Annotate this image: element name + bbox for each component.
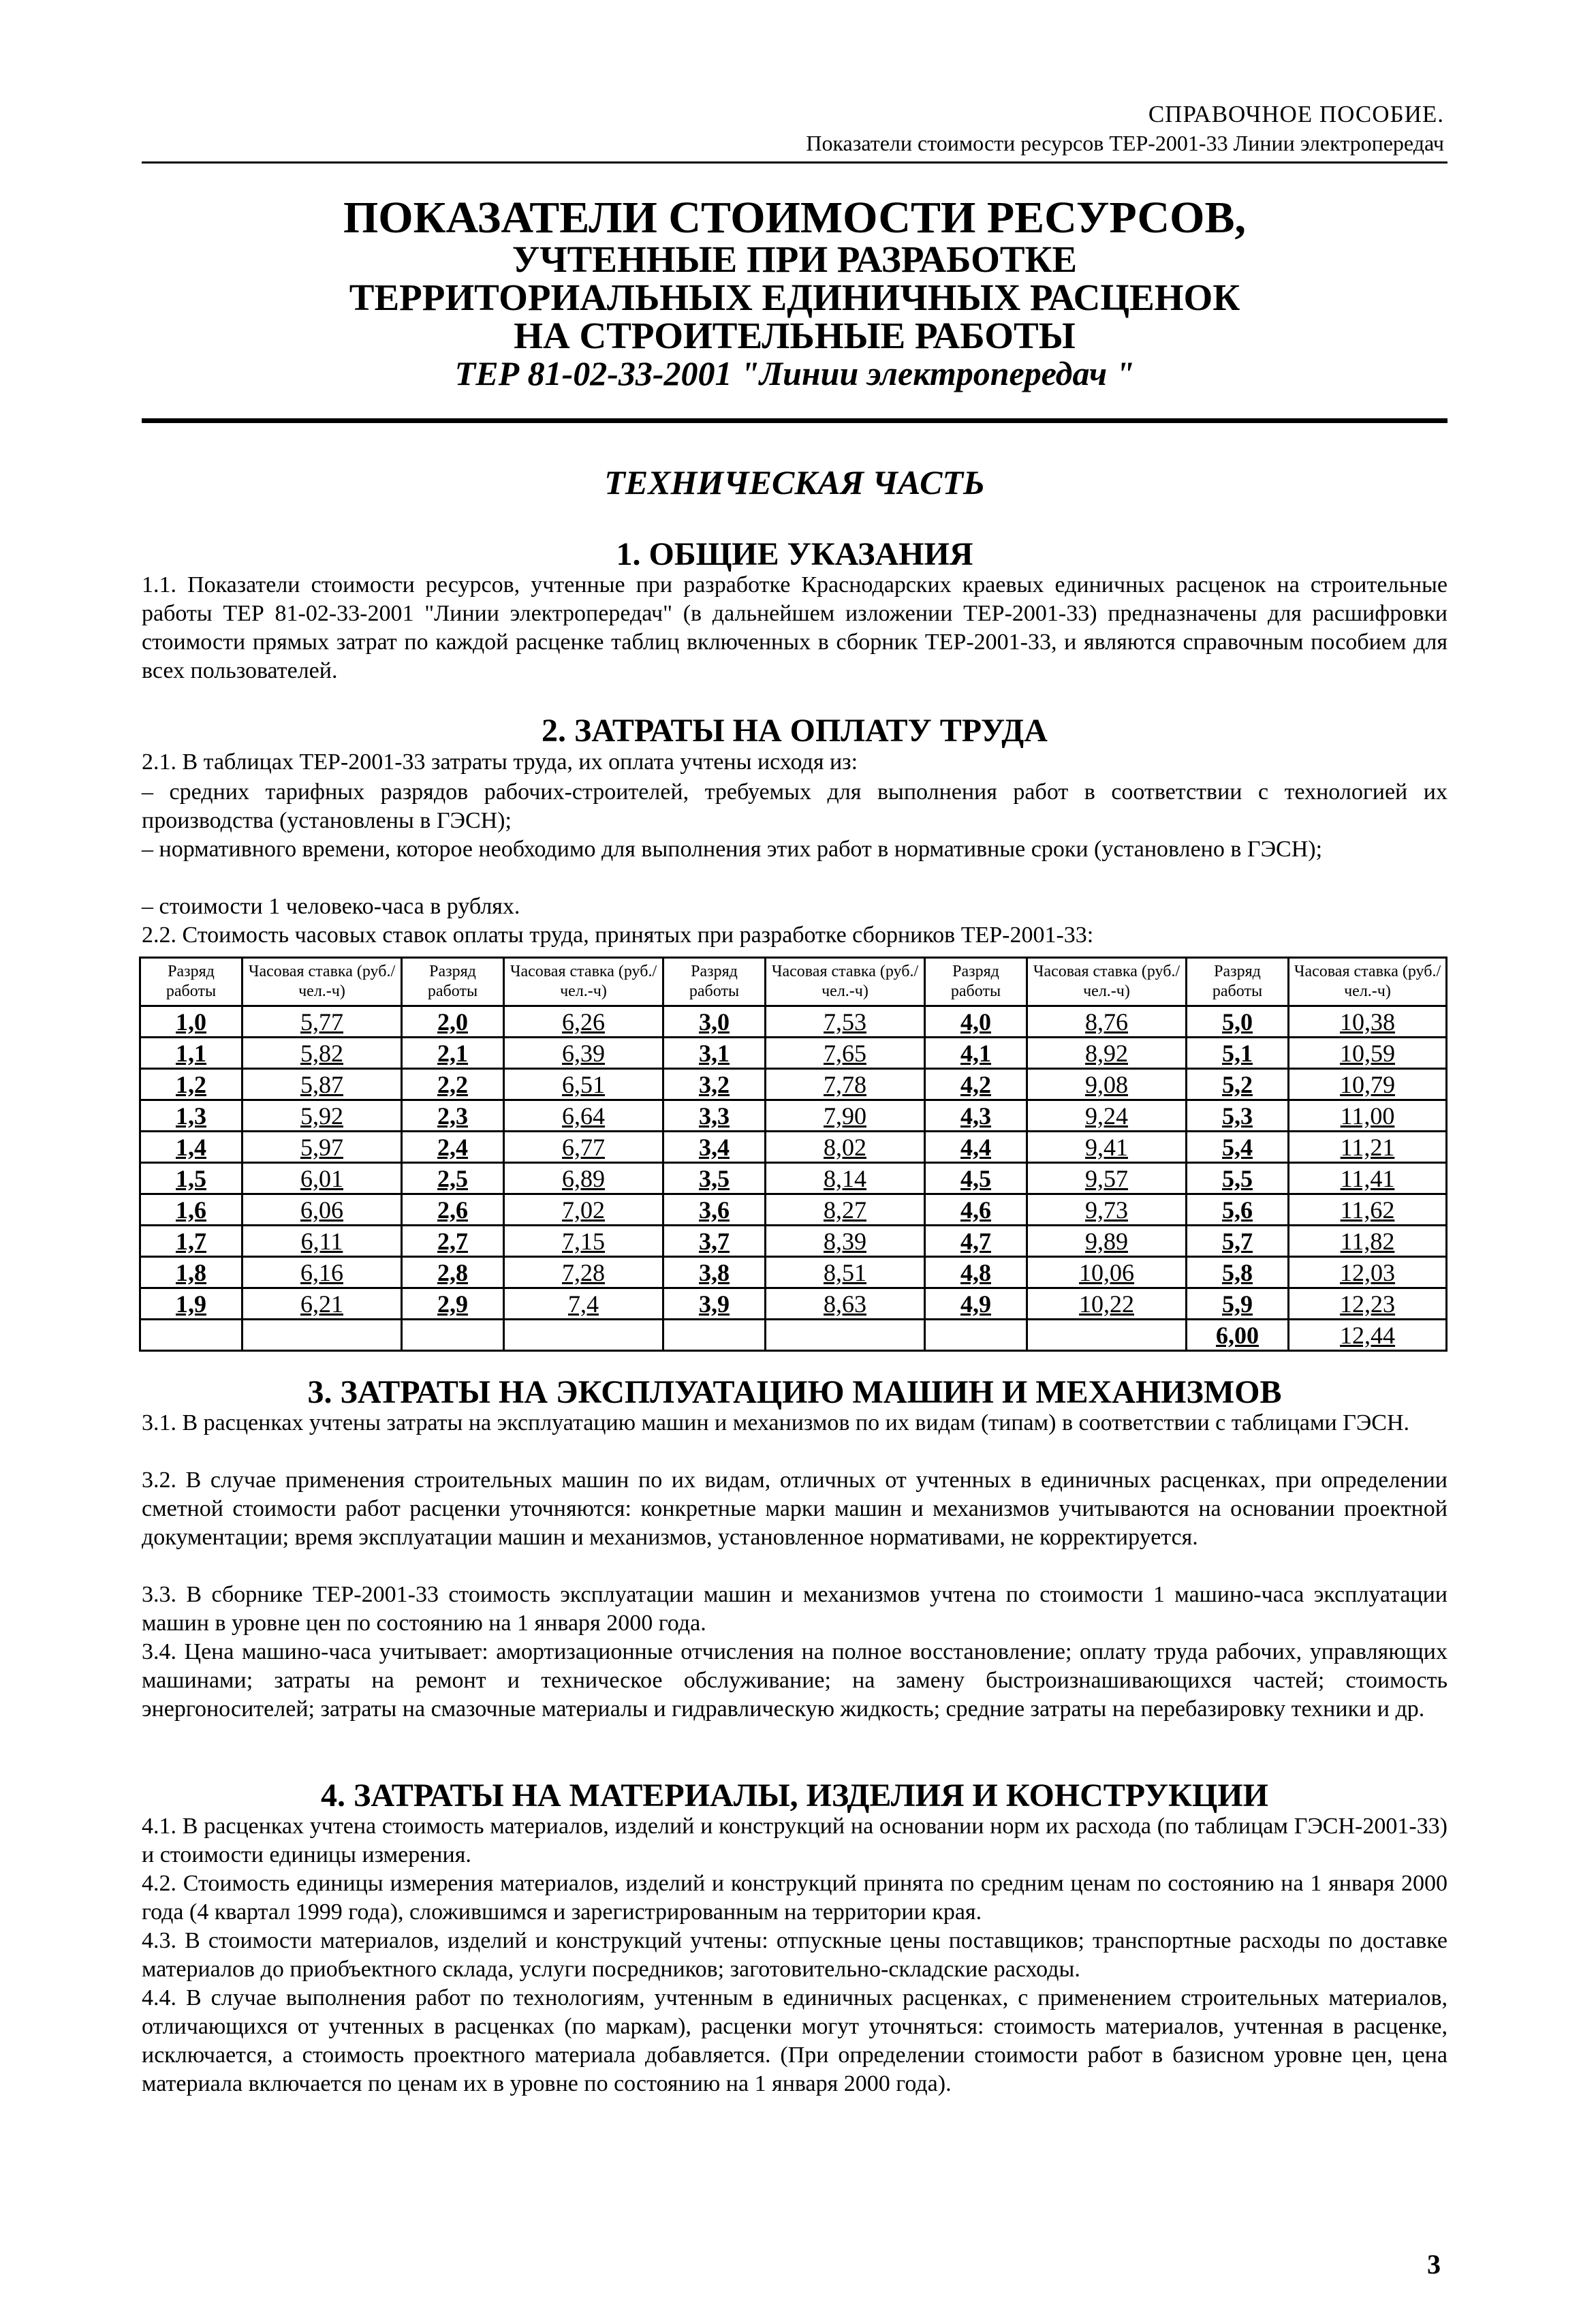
grade-cell: 1,9 bbox=[140, 1288, 242, 1320]
grade-cell: 4,5 bbox=[925, 1163, 1027, 1194]
rate-cell: 8,63 bbox=[766, 1288, 925, 1320]
rate-cell: 10,22 bbox=[1027, 1288, 1187, 1320]
rate-cell: 6,64 bbox=[504, 1100, 663, 1132]
title-rule bbox=[142, 418, 1448, 423]
grade-cell: 4,3 bbox=[925, 1100, 1027, 1132]
rate-cell bbox=[504, 1320, 663, 1351]
paragraph-4-4: 4.4. В случае выполнения работ по технологиям, учтенным в единичных расценках, с применением строительных материалов, отличающихся от учтенных в расценках (по маркам), расценки могут уточняться: стоимость материалов, учтенная в расценке, исключается, а стоимость проектного материала добавляется. (При определении стоимости работ в базисном уровне цен, цена материала включается по ценам их в уровне по состоянию на 1 января 2000 года). bbox=[142, 1985, 1448, 2096]
grade-cell: 5,4 bbox=[1187, 1132, 1289, 1163]
rate-cell: 8,27 bbox=[766, 1194, 925, 1226]
grade-cell: 1,8 bbox=[140, 1257, 242, 1288]
grade-cell: 5,3 bbox=[1187, 1100, 1289, 1132]
grade-cell: 3,8 bbox=[663, 1257, 766, 1288]
header-grade: Разряд работы bbox=[663, 958, 766, 1006]
bullet-tariff-grades: – средних тарифных разрядов рабочих-строителей, требуемых для выполнения работ в соответствии с технологией их производства (установлены в ГЭСН); bbox=[142, 779, 1448, 833]
header-grade: Разряд работы bbox=[140, 958, 242, 1006]
paragraph-1-1: 1.1. Показатели стоимости ресурсов, учтенные при разработке Краснодарских краевых единичных расценок на строительные работы ТЕР 81-02-33-2001 "Линии электропередач" (в дальнейшем изложении ТЕР-2001-33) предназначены для расшифровки стоимости прямых затрат по каждой расценке таблиц включенных в сборник ТЕР-2001-33, и являются справочным пособием для всех пользователей. bbox=[142, 572, 1448, 683]
grade-cell bbox=[663, 1320, 766, 1351]
rate-cell: 9,89 bbox=[1027, 1226, 1187, 1257]
rate-cell: 6,06 bbox=[242, 1194, 402, 1226]
rate-cell: 9,73 bbox=[1027, 1194, 1187, 1226]
table-row bbox=[140, 1288, 1447, 1320]
bullet-normative-time: – нормативного времени, которое необходимо для выполнения этих работ в нормативные сроки (установлено в ГЭСН); bbox=[142, 837, 1323, 862]
rate-cell: 8,51 bbox=[766, 1257, 925, 1288]
grade-cell: 2,0 bbox=[402, 1006, 504, 1038]
header-grade: Разряд работы bbox=[402, 958, 504, 1006]
grade-cell: 5,0 bbox=[1187, 1006, 1289, 1038]
rate-cell: 7,78 bbox=[766, 1069, 925, 1100]
rate-cell: 9,57 bbox=[1027, 1163, 1187, 1194]
grade-cell: 2,3 bbox=[402, 1100, 504, 1132]
page-number: 3 bbox=[1427, 2249, 1441, 2280]
grade-cell bbox=[402, 1320, 504, 1351]
header-rule bbox=[142, 161, 1448, 164]
grade-cell: 1,7 bbox=[140, 1226, 242, 1257]
rate-cell: 7,90 bbox=[766, 1100, 925, 1132]
rate-cell: 8,02 bbox=[766, 1132, 925, 1163]
grade-cell: 2,9 bbox=[402, 1288, 504, 1320]
header-grade: Разряд работы bbox=[1187, 958, 1289, 1006]
paragraph-3-2: 3.2. В случае применения строительных машин по их видам, отличных от учтенных в единичных расценках, при определении сметной стоимости работ расценки уточняются: конкретные марки машин и механизмов учитываются на основании проектной документации; время эксплуатации машин и механизмов, установленное нормативами, не корректируется. bbox=[142, 1467, 1448, 1550]
rate-cell: 11,62 bbox=[1289, 1194, 1447, 1226]
table-row bbox=[140, 1194, 1447, 1226]
rate-cell: 12,03 bbox=[1289, 1257, 1447, 1288]
section-3-heading: 3. ЗАТРАТЫ НА ЭКСПЛУАТАЦИЮ МАШИН И МЕХАНИЗМОВ bbox=[307, 1374, 1282, 1410]
rate-cell: 9,24 bbox=[1027, 1100, 1187, 1132]
grade-cell: 1,0 bbox=[140, 1006, 242, 1038]
grade-cell: 2,1 bbox=[402, 1038, 504, 1069]
grade-cell bbox=[925, 1320, 1027, 1351]
header-rate: Часовая ставка (руб./чел.-ч) bbox=[1027, 958, 1187, 1006]
table-row bbox=[140, 1069, 1447, 1100]
rate-cell: 5,87 bbox=[242, 1069, 402, 1100]
grade-cell: 3,5 bbox=[663, 1163, 766, 1194]
grade-cell: 4,9 bbox=[925, 1288, 1027, 1320]
doc-title-line-2: УЧТЕННЫЕ ПРИ РАЗРАБОТКЕ bbox=[512, 238, 1078, 280]
paragraph-4-2: 4.2. Стоимость единицы измерения материалов, изделий и конструкций принята по средним ценам по состоянию на 1 января 2000 года (4 квартал 1999 года), сложившимся и зарегистрированным на территории края. bbox=[142, 1871, 1448, 1925]
rate-cell: 10,79 bbox=[1289, 1069, 1447, 1100]
grade-cell: 2,8 bbox=[402, 1257, 504, 1288]
grade-cell: 3,1 bbox=[663, 1038, 766, 1069]
header-grade: Разряд работы bbox=[925, 958, 1027, 1006]
section-1-heading: 1. ОБЩИЕ УКАЗАНИЯ bbox=[616, 536, 973, 572]
section-2-heading: 2. ЗАТРАТЫ НА ОПЛАТУ ТРУДА bbox=[542, 713, 1048, 749]
grade-cell: 4,7 bbox=[925, 1226, 1027, 1257]
rate-cell: 7,02 bbox=[504, 1194, 663, 1226]
table-row bbox=[140, 1132, 1447, 1163]
grade-cell: 1,4 bbox=[140, 1132, 242, 1163]
grade-cell: 4,6 bbox=[925, 1194, 1027, 1226]
rate-cell: 6,11 bbox=[242, 1226, 402, 1257]
rate-cell: 10,59 bbox=[1289, 1038, 1447, 1069]
grade-cell: 4,8 bbox=[925, 1257, 1027, 1288]
rate-cell: 8,14 bbox=[766, 1163, 925, 1194]
grade-cell: 1,5 bbox=[140, 1163, 242, 1194]
rate-cell: 12,23 bbox=[1289, 1288, 1447, 1320]
grade-cell: 4,0 bbox=[925, 1006, 1027, 1038]
paragraph-4-1: 4.1. В расценках учтена стоимость материалов, изделий и конструкций на основании норм их расхода (по таблицам ГЭСН-2001-33) и стоимости единицы измерения. bbox=[142, 1814, 1448, 1867]
table-row bbox=[140, 1006, 1447, 1038]
table-header-row bbox=[140, 958, 1447, 1006]
paragraph-2-2: 2.2. Стоимость часовых ставок оплаты труда, принятых при разработке сборников ТЕР-2001-33: bbox=[142, 922, 1094, 948]
rate-cell: 7,28 bbox=[504, 1257, 663, 1288]
hourly-rates-table bbox=[139, 957, 1448, 1352]
grade-cell: 1,1 bbox=[140, 1038, 242, 1069]
grade-cell: 4,1 bbox=[925, 1038, 1027, 1069]
grade-cell: 3,2 bbox=[663, 1069, 766, 1100]
rate-cell bbox=[1027, 1320, 1187, 1351]
rate-cell: 7,4 bbox=[504, 1288, 663, 1320]
grade-cell bbox=[140, 1320, 242, 1351]
table-row bbox=[140, 1163, 1447, 1194]
grade-cell: 2,7 bbox=[402, 1226, 504, 1257]
rate-cell: 5,97 bbox=[242, 1132, 402, 1163]
rate-cell: 5,92 bbox=[242, 1100, 402, 1132]
grade-cell: 3,9 bbox=[663, 1288, 766, 1320]
doc-title-line-1: ПОКАЗАТЕЛИ СТОИМОСТИ РЕСУРСОВ, bbox=[343, 193, 1247, 243]
header-rate: Часовая ставка (руб./чел.-ч) bbox=[1289, 958, 1447, 1006]
rate-cell: 10,06 bbox=[1027, 1257, 1187, 1288]
rate-cell: 7,15 bbox=[504, 1226, 663, 1257]
grade-cell: 1,3 bbox=[140, 1100, 242, 1132]
rate-cell: 11,00 bbox=[1289, 1100, 1447, 1132]
rate-cell: 10,38 bbox=[1289, 1006, 1447, 1038]
rate-cell: 9,08 bbox=[1027, 1069, 1187, 1100]
grade-cell: 2,2 bbox=[402, 1069, 504, 1100]
grade-cell: 1,6 bbox=[140, 1194, 242, 1226]
header-rate: Часовая ставка (руб./чел.-ч) bbox=[242, 958, 402, 1006]
grade-cell: 4,2 bbox=[925, 1069, 1027, 1100]
paragraph-3-1: 3.1. В расценках учтены затраты на эксплуатацию машин и механизмов по их видам (типам) в соответствии с таблицами ГЭСН. bbox=[142, 1410, 1410, 1435]
rate-cell: 6,77 bbox=[504, 1132, 663, 1163]
rate-cell: 8,39 bbox=[766, 1226, 925, 1257]
grade-cell: 5,1 bbox=[1187, 1038, 1289, 1069]
table-row bbox=[140, 1320, 1447, 1351]
grade-cell: 5,8 bbox=[1187, 1257, 1289, 1288]
grade-cell: 2,5 bbox=[402, 1163, 504, 1194]
rate-cell: 7,65 bbox=[766, 1038, 925, 1069]
grade-cell: 3,6 bbox=[663, 1194, 766, 1226]
grade-cell: 6,00 bbox=[1187, 1320, 1289, 1351]
rate-cell: 11,21 bbox=[1289, 1132, 1447, 1163]
rate-cell: 6,16 bbox=[242, 1257, 402, 1288]
rate-cell: 8,76 bbox=[1027, 1006, 1187, 1038]
grade-cell: 3,0 bbox=[663, 1006, 766, 1038]
grade-cell: 4,4 bbox=[925, 1132, 1027, 1163]
rate-cell: 5,77 bbox=[242, 1006, 402, 1038]
doc-title-line-4: НА СТРОИТЕЛЬНЫЕ РАБОТЫ bbox=[514, 315, 1076, 356]
rate-cell: 5,82 bbox=[242, 1038, 402, 1069]
doc-title-code: ТЕР 81-02-33-2001 "Линии электропередач " bbox=[454, 354, 1135, 392]
rate-cell: 8,92 bbox=[1027, 1038, 1187, 1069]
rate-cell bbox=[242, 1320, 402, 1351]
rate-cell: 6,51 bbox=[504, 1069, 663, 1100]
bullet-man-hour-cost: – стоимости 1 человеко-часа в рублях. bbox=[142, 894, 520, 919]
rate-cell: 6,26 bbox=[504, 1006, 663, 1038]
rate-cell: 12,44 bbox=[1289, 1320, 1447, 1351]
running-header-title: СПРАВОЧНОЕ ПОСОБИЕ. bbox=[1148, 101, 1444, 127]
table-row bbox=[140, 1257, 1447, 1288]
rate-cell bbox=[766, 1320, 925, 1351]
rate-cell: 11,82 bbox=[1289, 1226, 1447, 1257]
grade-cell: 2,4 bbox=[402, 1132, 504, 1163]
rate-cell: 11,41 bbox=[1289, 1163, 1447, 1194]
rate-cell: 6,89 bbox=[504, 1163, 663, 1194]
technical-part-heading: ТЕХНИЧЕСКАЯ ЧАСТЬ bbox=[604, 463, 985, 501]
rate-cell: 6,01 bbox=[242, 1163, 402, 1194]
rate-cell: 6,39 bbox=[504, 1038, 663, 1069]
table-row bbox=[140, 1038, 1447, 1069]
paragraph-3-3: 3.3. В сборнике ТЕР-2001-33 стоимость эксплуатации машин и механизмов учтена по стоимости 1 машино-часа эксплуатации машин в уровне цен по состоянию на 1 января 2000 года. bbox=[142, 1582, 1448, 1636]
table-row bbox=[140, 1226, 1447, 1257]
running-header-subtitle: Показатели стоимости ресурсов ТЕР-2001-33 Линии электропередач bbox=[806, 131, 1444, 155]
paragraph-4-3: 4.3. В стоимости материалов, изделий и конструкций учтены: отпускные цены поставщиков; транспортные расходы по доставке материалов до приобъектного склада, услуги посредников; заготовительно-складские расходы. bbox=[142, 1928, 1448, 1982]
doc-title-line-3: ТЕРРИТОРИАЛЬНЫХ ЕДИНИЧНЫХ РАСЦЕНОК bbox=[349, 277, 1240, 318]
header-rate: Часовая ставка (руб./чел.-ч) bbox=[766, 958, 925, 1006]
grade-cell: 5,2 bbox=[1187, 1069, 1289, 1100]
grade-cell: 5,6 bbox=[1187, 1194, 1289, 1226]
header-rate: Часовая ставка (руб./чел.-ч) bbox=[504, 958, 663, 1006]
grade-cell: 5,7 bbox=[1187, 1226, 1289, 1257]
grade-cell: 5,9 bbox=[1187, 1288, 1289, 1320]
paragraph-2-1: 2.1. В таблицах ТЕР-2001-33 затраты труда, их оплата учтены исходя из: bbox=[142, 749, 858, 775]
paragraph-3-4: 3.4. Цена машино-часа учитывает: амортизационные отчисления на полное восстановление; оплату труда рабочих, управляющих машинами; затраты на ремонт и техническое обслуживание; на замену быстроизнашивающихся частей; стоимость энергоносителей; затраты на смазочные материалы и гидравлическую жидкость; средние затраты на перебазировку техники и др. bbox=[142, 1639, 1448, 1722]
grade-cell: 1,2 bbox=[140, 1069, 242, 1100]
grade-cell: 3,4 bbox=[663, 1132, 766, 1163]
grade-cell: 3,3 bbox=[663, 1100, 766, 1132]
grade-cell: 2,6 bbox=[402, 1194, 504, 1226]
grade-cell: 5,5 bbox=[1187, 1163, 1289, 1194]
table-row bbox=[140, 1100, 1447, 1132]
rate-cell: 6,21 bbox=[242, 1288, 402, 1320]
grade-cell: 3,7 bbox=[663, 1226, 766, 1257]
section-4-heading: 4. ЗАТРАТЫ НА МАТЕРИАЛЫ, ИЗДЕЛИЯ И КОНСТРУКЦИИ bbox=[321, 1777, 1268, 1814]
rate-cell: 7,53 bbox=[766, 1006, 925, 1038]
rate-cell: 9,41 bbox=[1027, 1132, 1187, 1163]
